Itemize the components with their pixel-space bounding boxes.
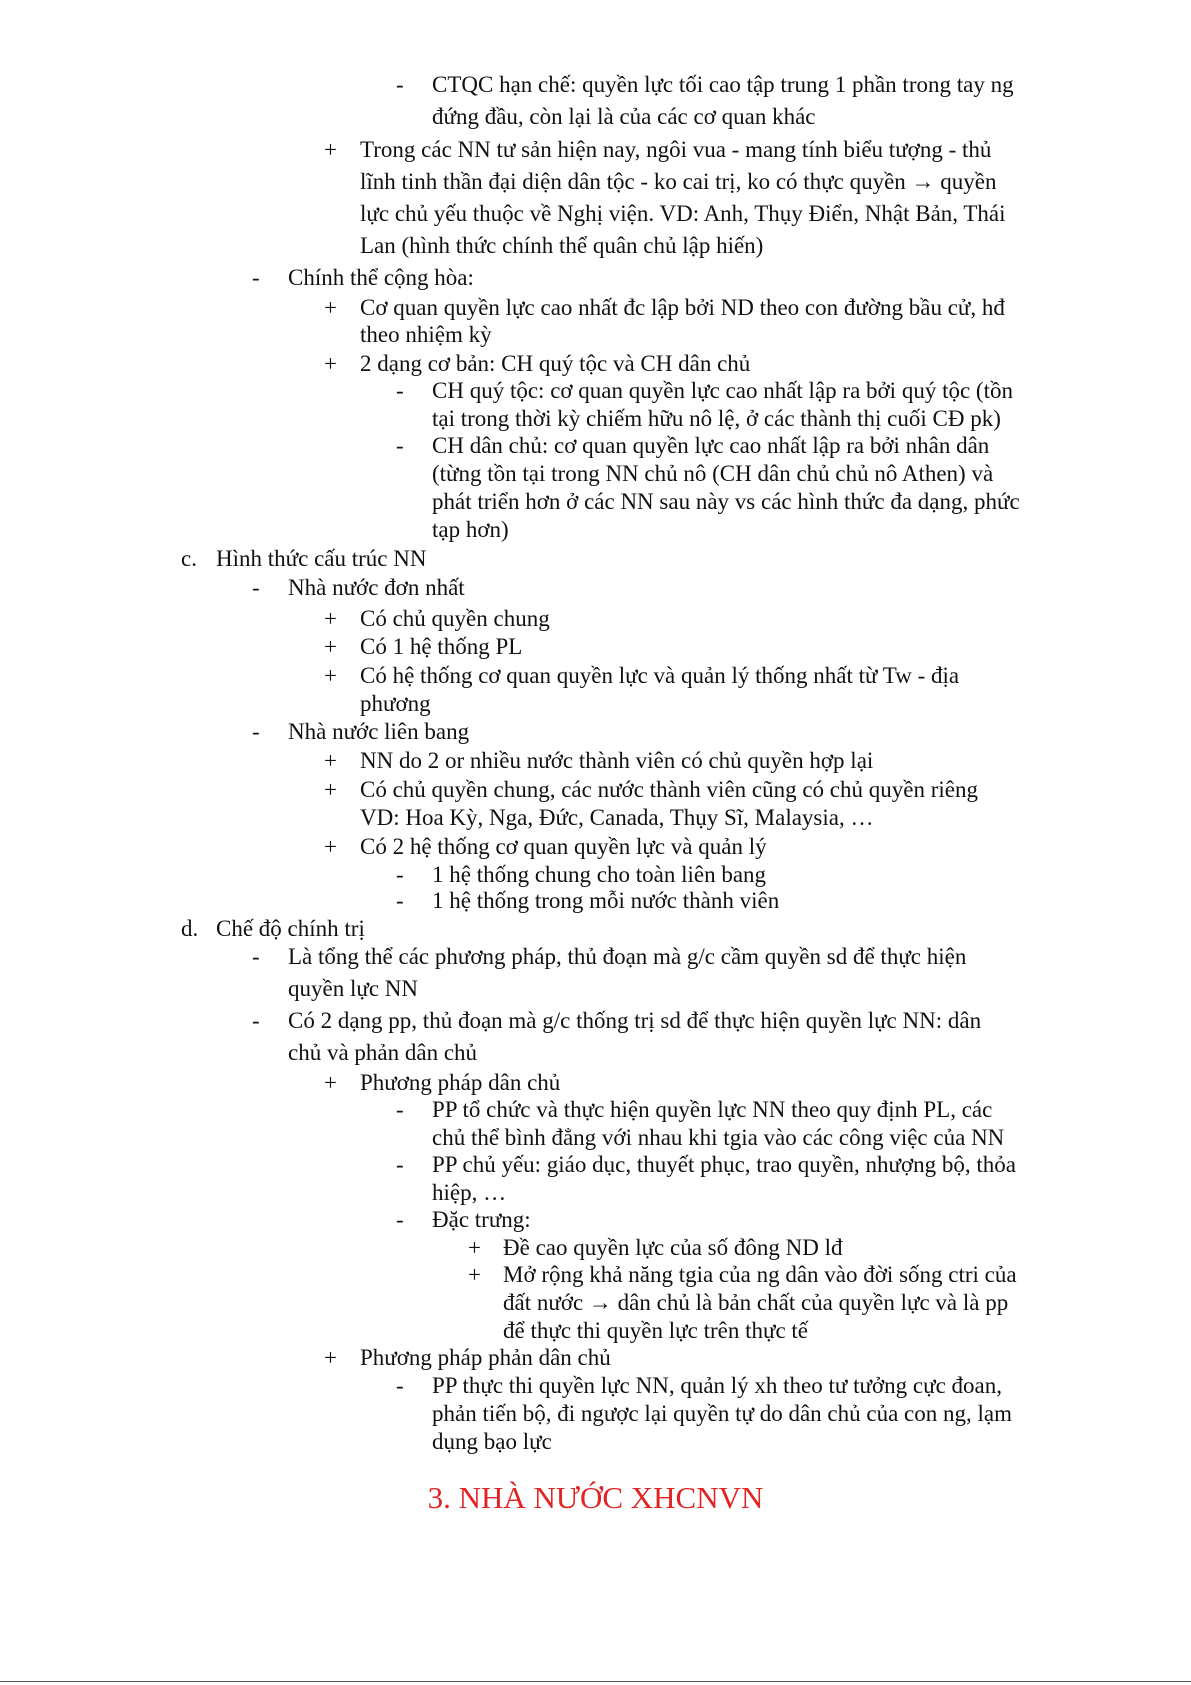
list-text: PP chủ yếu: giáo dục, thuyết phục, trao quyền, nhượng bộ, thỏa bbox=[432, 1152, 1016, 1177]
list-text: Phương pháp dân chủ bbox=[360, 1070, 561, 1095]
list-marker: + bbox=[468, 1235, 481, 1260]
list-text: hiệp, … bbox=[432, 1180, 507, 1205]
list-text: Có 2 hệ thống cơ quan quyền lực và quản lý bbox=[360, 834, 767, 859]
list-text: NN do 2 or nhiều nước thành viên có chủ quyền hợp lại bbox=[360, 748, 874, 773]
list-text: CTQC hạn chế: quyền lực tối cao tập trung 1 phần trong tay ng bbox=[432, 72, 1014, 97]
list-marker: + bbox=[324, 663, 337, 688]
list-marker: + bbox=[324, 137, 337, 162]
list-marker: - bbox=[396, 1152, 404, 1177]
list-marker: - bbox=[252, 944, 260, 969]
list-marker: - bbox=[252, 1008, 260, 1033]
list-text: dụng bạo lực bbox=[432, 1429, 552, 1454]
list-text: để thực thi quyền lực trên thực tế bbox=[503, 1318, 808, 1343]
list-text: PP tổ chức và thực hiện quyền lực NN theo quy định PL, các bbox=[432, 1097, 993, 1122]
list-marker: d. bbox=[181, 916, 199, 941]
list-text: theo nhiệm kỳ bbox=[360, 322, 492, 347]
list-text: Có hệ thống cơ quan quyền lực và quản lý thống nhất từ Tw - địa bbox=[360, 663, 960, 688]
list-text: phương bbox=[360, 691, 431, 716]
list-marker: - bbox=[396, 433, 404, 458]
list-text: phát triển hơn ở các NN sau này vs các hình thức đa dạng, phức bbox=[432, 489, 1020, 514]
list-text: Lan (hình thức chính thể quân chủ lập hiến) bbox=[360, 233, 764, 258]
list-text: lĩnh tinh thần đại diện dân tộc - ko cai trị, ko có thực quyền → quyền bbox=[360, 169, 997, 194]
list-text: tạp hơn) bbox=[432, 517, 509, 542]
list-text: Chế độ chính trị bbox=[216, 916, 365, 941]
list-text: quyền lực NN bbox=[288, 976, 418, 1001]
list-marker: c. bbox=[181, 546, 197, 571]
list-marker: + bbox=[324, 634, 337, 659]
list-text: CH quý tộc: cơ quan quyền lực cao nhất lập ra bởi quý tộc (tồn bbox=[432, 378, 1013, 403]
list-text: VD: Hoa Kỳ, Nga, Đức, Canada, Thụy Sĩ, Malaysia, … bbox=[360, 805, 874, 830]
list-text: lực chủ yếu thuộc về Nghị viện. VD: Anh, Thụy Điển, Nhật Bản, Thái bbox=[360, 201, 1006, 226]
list-text: Mở rộng khả năng tgia của ng dân vào đời sống ctri của bbox=[503, 1262, 1017, 1287]
page-bottom-edge bbox=[0, 1681, 1191, 1682]
list-text: CH dân chủ: cơ quan quyền lực cao nhất lập ra bởi nhân dân bbox=[432, 433, 990, 458]
list-text: chủ và phản dân chủ bbox=[288, 1040, 478, 1065]
list-text: Trong các NN tư sản hiện nay, ngôi vua - mang tính biểu tượng - thủ bbox=[360, 137, 992, 162]
list-text: Nhà nước đơn nhất bbox=[288, 575, 465, 600]
list-text: 1 hệ thống trong mỗi nước thành viên bbox=[432, 888, 780, 913]
list-marker: + bbox=[324, 295, 337, 320]
list-marker: - bbox=[396, 72, 404, 97]
list-text: Chính thể cộng hòa: bbox=[288, 265, 474, 290]
list-text: tại trong thời kỳ chiếm hữu nô lệ, ở các thành thị cuối CĐ pk) bbox=[432, 406, 1001, 431]
list-marker: - bbox=[252, 575, 260, 600]
list-marker: - bbox=[396, 1373, 404, 1398]
list-text: PP thực thi quyền lực NN, quản lý xh theo tư tưởng cực đoan, bbox=[432, 1373, 1002, 1398]
list-text: Đề cao quyền lực của số đông ND lđ bbox=[503, 1235, 843, 1260]
list-text: Có chủ quyền chung bbox=[360, 606, 550, 631]
list-marker: + bbox=[324, 606, 337, 631]
list-marker: - bbox=[252, 265, 260, 290]
list-text: Hình thức cấu trúc NN bbox=[216, 546, 427, 571]
list-marker: + bbox=[324, 1345, 337, 1370]
list-text: đất nước → dân chủ là bản chất của quyền lực và là pp bbox=[503, 1290, 1009, 1315]
list-text: 2 dạng cơ bản: CH quý tộc và CH dân chủ bbox=[360, 351, 751, 376]
list-marker: - bbox=[252, 719, 260, 744]
list-text: (từng tồn tại trong NN chủ nô (CH dân chủ chủ nô Athen) và bbox=[432, 461, 994, 486]
section-heading: 3. NHÀ NƯỚC XHCNVN bbox=[427, 1480, 764, 1515]
list-text: đứng đầu, còn lại là của các cơ quan khác bbox=[432, 104, 816, 129]
list-text: chủ thể bình đẳng với nhau khi tgia vào các công việc của NN bbox=[432, 1125, 1005, 1150]
list-text: phản tiến bộ, đi ngược lại quyền tự do dân chủ của con ng, lạm bbox=[432, 1401, 1013, 1426]
list-text: Có 1 hệ thống PL bbox=[360, 634, 523, 659]
list-marker: + bbox=[324, 1070, 337, 1095]
list-marker: + bbox=[324, 351, 337, 376]
list-text: 1 hệ thống chung cho toàn liên bang bbox=[432, 862, 767, 887]
list-text: Đặc trưng: bbox=[432, 1207, 531, 1232]
list-marker: - bbox=[396, 862, 404, 887]
list-text: Phương pháp phản dân chủ bbox=[360, 1345, 611, 1370]
list-marker: + bbox=[468, 1262, 481, 1287]
list-text: Là tổng thể các phương pháp, thủ đoạn mà g/c cầm quyền sd để thực hiện bbox=[288, 944, 967, 969]
list-marker: - bbox=[396, 1097, 404, 1122]
list-text: Cơ quan quyền lực cao nhất đc lập bởi ND theo con đường bầu cử, hđ bbox=[360, 295, 1005, 320]
list-marker: + bbox=[324, 748, 337, 773]
list-marker: - bbox=[396, 888, 404, 913]
list-text: Có 2 dạng pp, thủ đoạn mà g/c thống trị sd để thực hiện quyền lực NN: dân bbox=[288, 1008, 982, 1033]
list-text: Nhà nước liên bang bbox=[288, 719, 470, 744]
list-marker: + bbox=[324, 777, 337, 802]
list-marker: - bbox=[396, 378, 404, 403]
list-text: Có chủ quyền chung, các nước thành viên cũng có chủ quyền riêng bbox=[360, 777, 978, 802]
list-marker: + bbox=[324, 834, 337, 859]
list-marker: - bbox=[396, 1207, 404, 1232]
